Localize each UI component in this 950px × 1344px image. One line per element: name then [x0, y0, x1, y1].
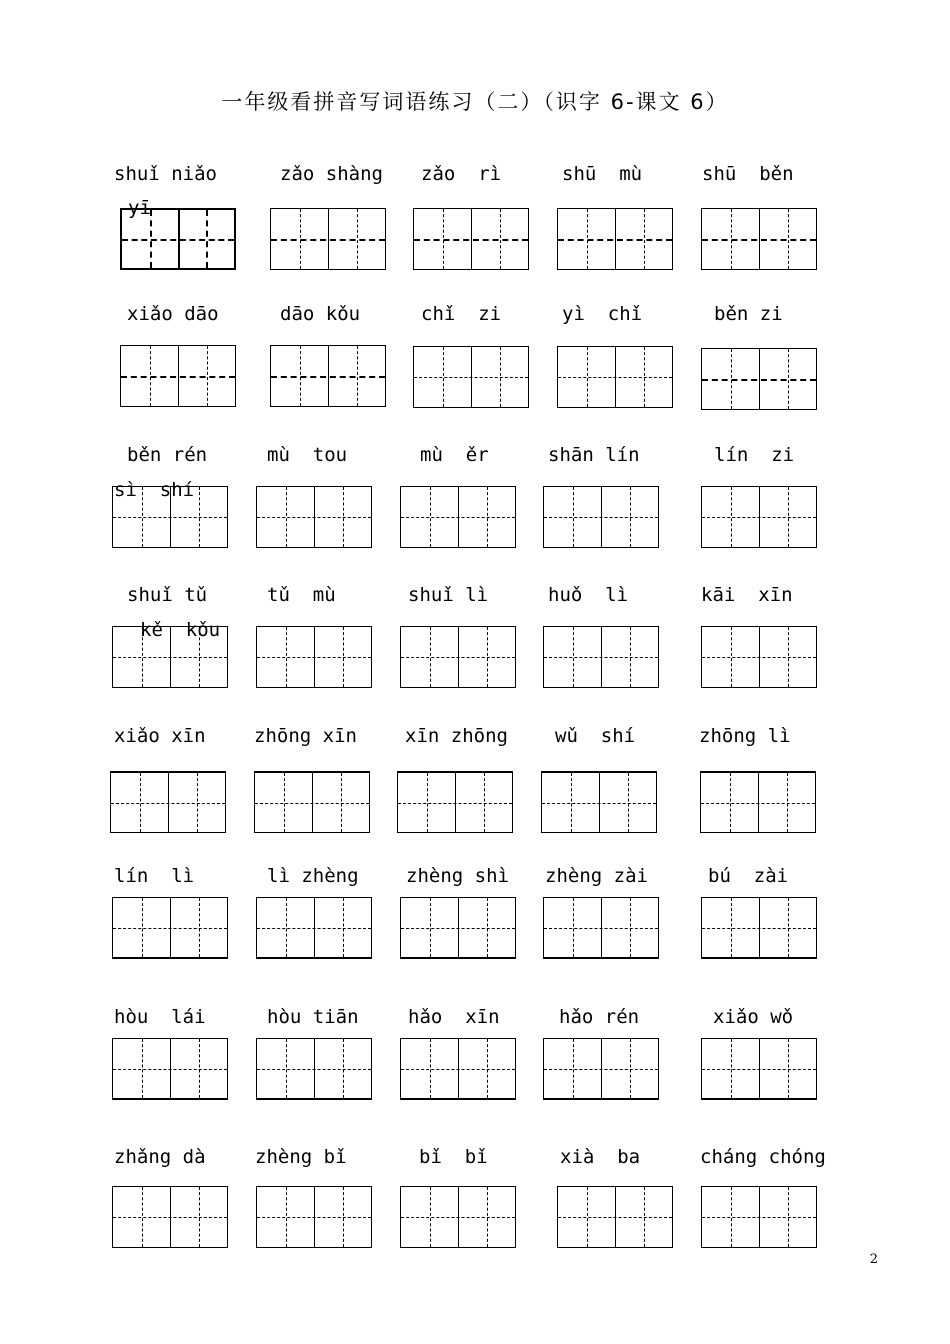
pinyin-label: huǒ lì	[548, 584, 629, 606]
pinyin-label: bǐ bǐ	[419, 1146, 488, 1168]
pinyin-label: zhèng bǐ	[255, 1146, 347, 1168]
pinyin-label: lì zhèng	[267, 865, 359, 887]
writing-grid[interactable]	[256, 486, 372, 548]
pinyin-label: kāi xīn	[701, 584, 793, 606]
writing-grid[interactable]	[397, 771, 513, 833]
writing-grid[interactable]	[701, 208, 817, 270]
writing-grid[interactable]	[543, 1038, 659, 1100]
writing-grid[interactable]	[400, 897, 516, 959]
pinyin-label: běn zi	[714, 303, 783, 325]
pinyin-label: shū mù	[562, 163, 643, 185]
page-title: 一年级看拼音写词语练习（二）（识字 6-课文 6）	[221, 90, 729, 114]
writing-grid[interactable]	[413, 346, 529, 408]
writing-grid[interactable]	[701, 486, 817, 548]
pinyin-label: zǎo shàng	[280, 163, 383, 185]
pinyin-label: xiǎo dāo	[127, 303, 219, 325]
writing-grid[interactable]	[256, 1038, 372, 1100]
pinyin-label: zhōng xīn	[254, 725, 357, 747]
writing-grid[interactable]	[543, 897, 659, 959]
writing-grid[interactable]	[543, 486, 659, 548]
pinyin-label: lín lì	[114, 865, 195, 887]
stray-pinyin: sì shí	[114, 479, 195, 501]
writing-grid[interactable]	[701, 1038, 817, 1100]
pinyin-label: zǎo rì	[421, 163, 502, 185]
writing-grid[interactable]	[541, 771, 657, 833]
writing-grid[interactable]	[701, 1186, 817, 1248]
pinyin-label: shuǐ niǎo	[114, 163, 217, 185]
pinyin-label: wǔ shí	[555, 725, 636, 747]
pinyin-label: cháng chóng	[700, 1146, 826, 1168]
writing-grid[interactable]	[256, 626, 372, 688]
writing-grid[interactable]	[112, 897, 228, 959]
stray-pinyin: yī	[128, 197, 151, 219]
writing-grid[interactable]	[400, 486, 516, 548]
pinyin-label: zhōng lì	[699, 725, 791, 747]
writing-grid[interactable]	[700, 771, 816, 833]
writing-grid[interactable]	[120, 208, 236, 270]
writing-grid[interactable]	[701, 348, 817, 410]
pinyin-label: hǎo xīn	[408, 1006, 500, 1028]
stray-pinyin: kě kǒu	[140, 619, 221, 641]
pinyin-label: hòu lái	[114, 1006, 206, 1028]
writing-grid[interactable]	[413, 208, 529, 270]
pinyin-label: chǐ zi	[421, 303, 502, 325]
writing-grid[interactable]	[112, 1186, 228, 1248]
pinyin-label: tǔ mù	[267, 584, 336, 606]
pinyin-label: shān lín	[548, 444, 640, 466]
pinyin-label: xīn zhōng	[405, 725, 508, 747]
pinyin-label: xiǎo wǒ	[713, 1006, 794, 1028]
pinyin-label: zhèng zài	[545, 865, 648, 887]
pinyin-label: mù ěr	[420, 444, 489, 466]
writing-grid[interactable]	[400, 626, 516, 688]
writing-grid[interactable]	[543, 626, 659, 688]
pinyin-label: xiǎo xīn	[114, 725, 206, 747]
writing-grid[interactable]	[557, 208, 673, 270]
writing-grid[interactable]	[400, 1038, 516, 1100]
writing-grid[interactable]	[110, 771, 226, 833]
writing-grid[interactable]	[256, 897, 372, 959]
writing-grid[interactable]	[400, 1186, 516, 1248]
pinyin-label: hòu tiān	[267, 1006, 359, 1028]
pinyin-label: xià ba	[560, 1146, 641, 1168]
pinyin-label: běn rén	[127, 444, 208, 466]
writing-grid[interactable]	[256, 1186, 372, 1248]
page-number: 2	[869, 1252, 878, 1267]
pinyin-label: shuǐ lì	[408, 584, 489, 606]
pinyin-label: mù tou	[267, 444, 348, 466]
writing-grid[interactable]	[112, 486, 228, 548]
pinyin-label: shū běn	[702, 163, 794, 185]
writing-grid[interactable]	[112, 1038, 228, 1100]
pinyin-label: zhèng shì	[406, 865, 509, 887]
writing-grid[interactable]	[112, 626, 228, 688]
pinyin-label: shuǐ tǔ	[127, 584, 208, 606]
writing-grid[interactable]	[120, 345, 236, 407]
writing-grid[interactable]	[701, 626, 817, 688]
pinyin-label: lín zi	[714, 444, 795, 466]
writing-grid[interactable]	[270, 208, 386, 270]
pinyin-label: dāo kǒu	[280, 303, 361, 325]
writing-grid[interactable]	[557, 1186, 673, 1248]
pinyin-label: bú zài	[708, 865, 789, 887]
writing-grid[interactable]	[701, 897, 817, 959]
writing-grid[interactable]	[557, 346, 673, 408]
pinyin-label: yì chǐ	[562, 303, 643, 325]
writing-grid[interactable]	[254, 771, 370, 833]
pinyin-label: hǎo rén	[559, 1006, 640, 1028]
writing-grid[interactable]	[270, 345, 386, 407]
pinyin-label: zhǎng dà	[114, 1146, 206, 1168]
